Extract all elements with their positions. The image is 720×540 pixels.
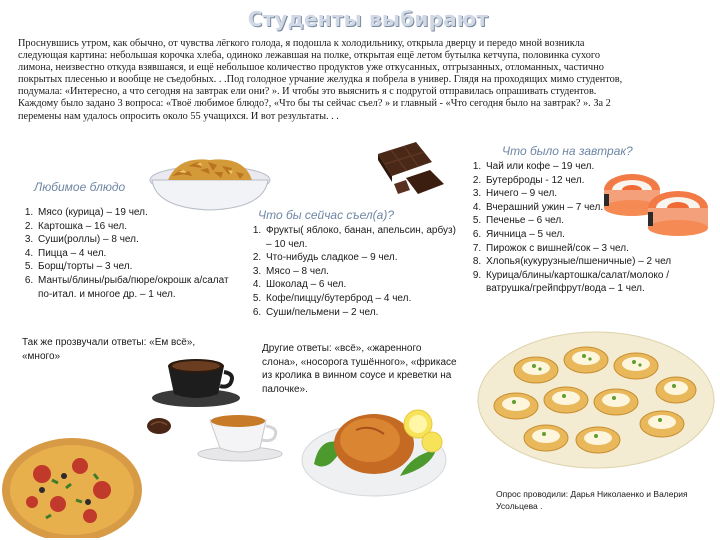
cornflakes-bowl-image <box>148 150 272 212</box>
list-item: 5. Печенье – 6 чел. <box>484 214 702 228</box>
list-item: 6. Яичница – 5 чел. <box>484 228 702 242</box>
canapes-image <box>476 320 716 472</box>
list-item: 1. Чай или кофе – 19 чел. <box>484 160 702 174</box>
page-title: Студенты выбирают <box>247 7 489 31</box>
list-item: 4. Вчерашний ужин – 7 чел. <box>484 201 702 215</box>
list-item: 5. Борщ/торты – 3 чел. <box>36 260 242 274</box>
list-item: 5. Кофе/пиццу/бутерброд – 4 чел. <box>264 292 458 306</box>
list-item: 9. Курица/блины/картошка/салат/молоко /ватрушка/грейпфрут/вода – 1 чел. <box>484 269 702 296</box>
candy-image <box>146 416 172 436</box>
credits: Опрос проводили: Дарья Николаенко и Валерия Усольцева . <box>496 489 688 511</box>
list-item: 1. Мясо (курица) – 19 чел. <box>36 206 242 220</box>
breakfast-section <box>462 160 702 296</box>
breakfast-heading: Что было на завтрак? <box>502 144 633 158</box>
list-item: 6. Суши/пельмени – 2 чел. <box>264 306 458 320</box>
list-item: 3. Ничего – 9 чел. <box>484 187 702 201</box>
roast-chicken-image <box>300 394 448 498</box>
want-now-list <box>242 224 458 319</box>
favorite-heading: Любимое блюдо <box>34 180 126 194</box>
list-item: 3. Суши(роллы) – 8 чел. <box>36 233 242 247</box>
list-item: 8. Хлопья(кукурузные/пшеничные) – 2 чел <box>484 255 702 269</box>
chocolate-image <box>372 140 448 198</box>
list-item: 6. Манты/блины/рыба/пюре/окрошк а/салат по-итал. и многое др. – 1 чел. <box>36 274 242 301</box>
tea-cup-image <box>196 404 284 462</box>
list-item: 1. Фрукты( яблоко, банан, апельсин, арбуз) – 10 чел. <box>264 224 458 251</box>
want-now-section <box>242 224 458 319</box>
want-now-note: Другие ответы: «всё», «жаренного слона», «носорога тушённого», «фрикасе из кролика в винном соусе и креветки на палочке». <box>262 343 457 395</box>
favorite-note: Так же прозвучали ответы: «Ем всё», «много» <box>22 337 196 362</box>
list-item: 4. Пицца – 4 чел. <box>36 247 242 261</box>
list-item: 2. Что-нибудь сладкое – 9 чел. <box>264 251 458 265</box>
list-item: 2. Картошка – 16 чел. <box>36 220 242 234</box>
list-item: 3. Мясо – 8 чел. <box>264 265 458 279</box>
list-item: 4. Шоколад – 6 чел. <box>264 278 458 292</box>
intro-paragraph: Проснувшись утром, как обычно, от чувства лёгкого голода, я подошла к холодильнику, открыла дверцу и передо мной возникла следующая картина: небольшая корочка хлеба, одиноко лежавшая на полке, открытая ещё летом бутылка кетчупа, половинка сухого лимона, неизвестно откуда взявшаяся, и ещё небольшое количество продуктов уже откусанных, отгрызанных, отломанных, частично покрытых плесенью и вообще не съедобных. . .Под голодное урчание желудка я побрела в универ. Глядя на проходящих мимо студентов, подумала: «Интересно, а что сегодня на завтрак ели они? ». И чтобы это выяснить я с подругой отправилась опрашивать студентов. Каждому было задано 3 вопроса: «Твоё любимое блюдо?, «Что бы ты сейчас съел? » и главный - «Что сегодня было на завтрак? ». За 2 перемены нам удалось опросить около 55 учащихся. И вот результаты. . . <box>18 38 623 122</box>
pizza-image <box>2 430 142 538</box>
list-item: 2. Бутерброды - 12 чел. <box>484 174 702 188</box>
favorite-section <box>14 206 242 301</box>
breakfast-list <box>462 160 702 296</box>
favorite-list <box>14 206 242 301</box>
list-item: 7. Пирожок с вишней/сок – 3 чел. <box>484 242 702 256</box>
want-now-heading: Что бы сейчас съел(а)? <box>258 208 395 222</box>
